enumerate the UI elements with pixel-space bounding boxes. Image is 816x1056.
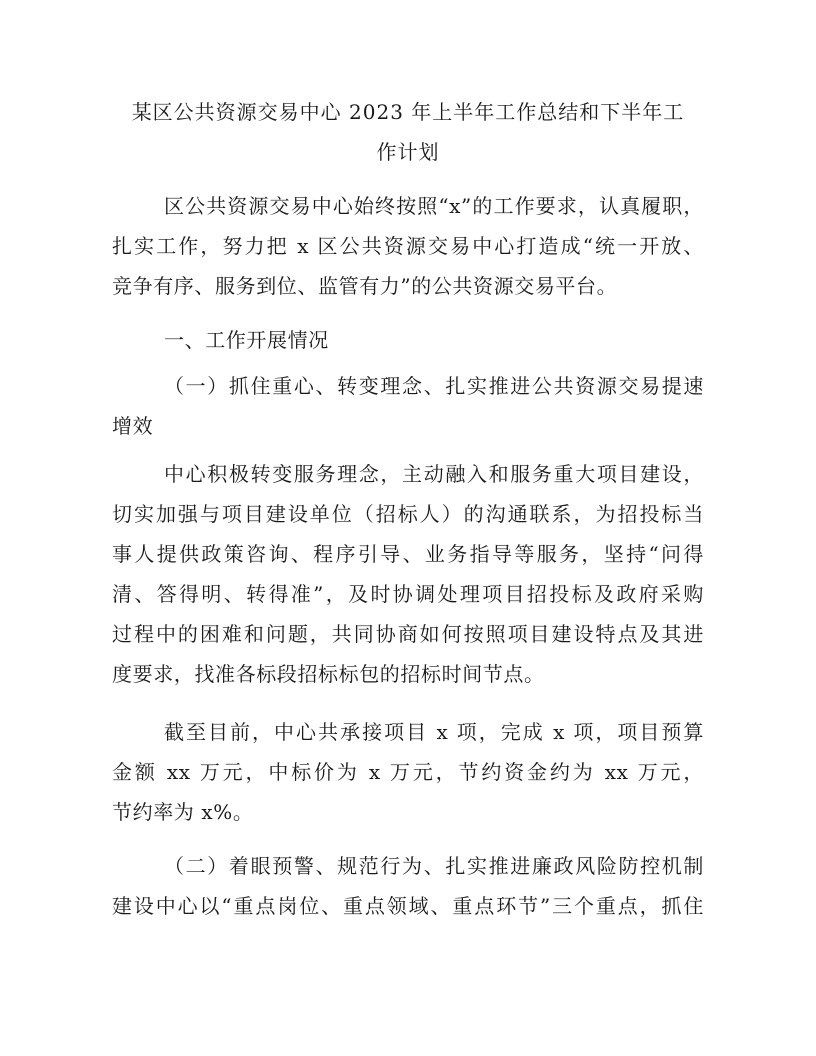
intro-paragraph (112, 186, 704, 306)
section-heading (112, 320, 704, 360)
paragraph-line: 中心积极转变服务理念，主动融入和服务重大项目建设， (164, 462, 704, 486)
subsection-heading (112, 366, 704, 446)
title-line: 某区公共资源交易中心 2023 年上半年工作总结和下半年工 (131, 100, 685, 124)
paragraph-line: 区公共资源交易中心始终按照“x”的工作要求，认真履职， (164, 194, 704, 218)
paragraph-line: 节约率为 x%。 (112, 800, 254, 824)
paragraph-line: 建设中心以“重点岗位、重点领域、重点环节”三个重点，抓住 (112, 894, 704, 918)
document-title (112, 92, 704, 172)
statistics-paragraph (112, 712, 704, 832)
paragraph-line: 一、工作开展情况 (164, 328, 329, 352)
paragraph-line: 度要求，找准各标段招标标包的招标时间节点。 (112, 662, 545, 686)
paragraph-line: 截至目前，中心共承接项目 x 项，完成 x 项，项目预算 (164, 720, 704, 744)
paragraph-line: 增效 (112, 414, 154, 438)
paragraph-line: 事人提供政策咨询、程序引导、业务指导等服务，坚持“问得 (112, 542, 704, 566)
paragraph-line: 过程中的困难和问题，共同协商如何按照项目建设特点及其进 (112, 622, 704, 646)
subsection-heading (112, 846, 704, 926)
paragraph-line: 清、答得明、转得准”，及时协调处理项目招投标及政府采购 (112, 582, 704, 606)
paragraph-line: 扎实工作，努力把 x 区公共资源交易中心打造成“统一开放、 (112, 234, 704, 258)
body-paragraph (112, 454, 704, 694)
paragraph-line: 金额 xx 万元，中标价为 x 万元，节约资金约为 xx 万元， (112, 760, 704, 784)
title-line: 作计划 (376, 140, 440, 164)
paragraph-line: （一）抓住重心、转变理念、扎实推进公共资源交易提速 (164, 374, 704, 398)
paragraph-line: 切实加强与项目建设单位（招标人）的沟通联系，为招投标当 (112, 502, 704, 526)
paragraph-line: 竞争有序、服务到位、监管有力”的公共资源交易平台。 (112, 274, 618, 298)
paragraph-line: （二）着眼预警、规范行为、扎实推进廉政风险防控机制 (164, 854, 704, 878)
